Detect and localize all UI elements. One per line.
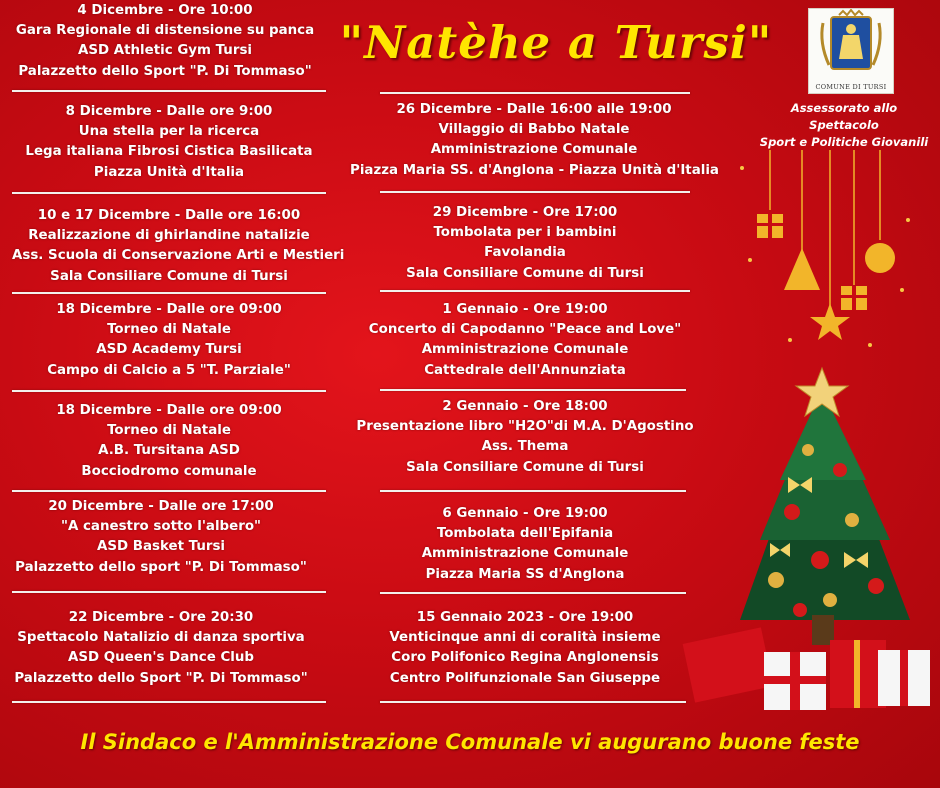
event-date: 1 Gennaio - Ore 19:00	[442, 302, 608, 317]
event-location: Campo di Calcio a 5 "T. Parziale"	[47, 362, 291, 378]
christmas-tree-icon	[740, 390, 910, 645]
event-date: 29 Dicembre - Ore 17:00	[432, 205, 618, 220]
divider	[380, 701, 686, 703]
christmas-decoration	[680, 140, 936, 720]
event-location: Sala Consiliare Comune di Tursi	[406, 265, 644, 281]
event-organizer: Amministrazione Comunale	[421, 546, 629, 562]
event-location: Cattedrale dell'Annunziata	[424, 362, 626, 378]
department-line-2: Sport e Politiche Giovanili	[759, 135, 929, 149]
page-title: "Natèhe a Tursi"	[339, 16, 773, 69]
event-left-2	[12, 102, 326, 183]
event-left-4	[12, 300, 326, 381]
divider	[12, 591, 326, 593]
event-title: Realizzazione di ghirlandine natalizie	[28, 228, 310, 244]
event-location: Palazzetto dello sport "P. Di Tommaso"	[15, 559, 307, 575]
event-title: Spettacolo Natalizio di danza sportiva	[17, 630, 305, 646]
event-title: Concerto di Capodanno "Peace and Love"	[368, 322, 682, 338]
divider	[12, 490, 326, 492]
event-title: "A canestro sotto l'albero"	[60, 519, 262, 535]
event-organizer: ASD Basket Tursi	[96, 539, 226, 555]
event-date: 6 Gennaio - Ore 19:00	[442, 506, 608, 521]
coat-of-arms-icon	[809, 9, 893, 83]
event-left-6	[4, 497, 318, 578]
divider	[12, 390, 326, 392]
event-title: Tombolata per i bambini	[433, 225, 617, 241]
event-date: 22 Dicembre - Ore 20:30	[68, 610, 254, 625]
event-title: Villaggio di Babbo Natale	[438, 122, 630, 138]
event-date: 26 Dicembre - Dalle 16:00 alle 19:00	[396, 102, 672, 117]
event-date: 4 Dicembre - Ore 10:00	[77, 3, 253, 18]
divider	[380, 592, 686, 594]
event-organizer: Amministrazione Comunale	[430, 142, 638, 158]
event-location: Bocciodromo comunale	[81, 463, 257, 479]
event-date: 2 Gennaio - Ore 18:00	[442, 399, 608, 414]
event-title: Presentazione libro "H2O"di M.A. D'Agostino	[356, 419, 694, 435]
logo-caption: COMUNE DI TURSI	[815, 83, 887, 91]
event-location: Palazzetto dello Sport "P. Di Tommaso"	[14, 670, 308, 686]
event-organizer: Ass. Scuola di Conservazione Arti e Mestieri	[12, 248, 345, 264]
divider	[380, 290, 690, 292]
event-title: Torneo di Natale	[107, 322, 231, 338]
event-location: Palazzetto dello Sport "P. Di Tommaso"	[18, 63, 312, 79]
ball-ornament-icon	[865, 243, 895, 273]
event-right-1	[350, 100, 718, 181]
gift-ornament-icon	[841, 286, 867, 310]
event-location: Centro Polifunzionale San Giuseppe	[389, 670, 661, 686]
event-left-7	[4, 608, 318, 689]
event-organizer: Lega italiana Fibrosi Cistica Basilicata	[25, 144, 313, 160]
event-location: Sala Consiliare Comune di Tursi	[50, 268, 288, 284]
event-location: Sala Consiliare Comune di Tursi	[406, 459, 644, 475]
event-right-3	[360, 300, 690, 381]
event-organizer: A.B. Tursitana ASD	[98, 443, 240, 459]
event-organizer: ASD Academy Tursi	[96, 342, 242, 358]
gift-boxes-icon	[683, 627, 930, 710]
event-organizer: Ass. Thema	[481, 439, 569, 455]
divider	[12, 701, 326, 703]
event-date: 18 Dicembre - Dalle ore 09:00	[56, 302, 282, 317]
department-line-1: Assessorato allo Spettacolo	[790, 101, 898, 132]
divider	[380, 490, 686, 492]
event-right-2	[360, 203, 690, 284]
municipal-logo	[808, 8, 894, 94]
event-date: 18 Dicembre - Dalle ore 09:00	[56, 403, 282, 418]
gift-ornament-icon	[757, 214, 783, 238]
event-left-5	[12, 401, 326, 482]
event-left-1	[8, 1, 322, 82]
event-organizer: ASD Athletic Gym Tursi	[77, 43, 253, 59]
event-date: 15 Gennaio 2023 - Ore 19:00	[416, 610, 634, 625]
event-right-5	[360, 504, 690, 585]
divider	[12, 90, 326, 92]
event-date: 20 Dicembre - Dalle ore 17:00	[48, 499, 274, 514]
event-title: Gara Regionale di distensione su panca	[15, 23, 315, 39]
divider	[380, 92, 690, 94]
tree-ornament-icon	[784, 248, 820, 290]
event-location: Piazza Unità d'Italia	[93, 164, 245, 180]
event-title: Una stella per la ricerca	[78, 124, 260, 140]
event-right-4	[350, 397, 700, 478]
footer-greeting: Il Sindaco e l'Amministrazione Comunale vi augurano buone feste	[80, 730, 860, 754]
divider	[12, 192, 326, 194]
event-title: Tombolata dell'Epifania	[436, 526, 614, 542]
event-left-3	[12, 206, 345, 287]
divider	[12, 292, 326, 294]
event-location: Piazza Maria SS d'Anglona	[425, 566, 625, 582]
event-title: Torneo di Natale	[107, 423, 231, 439]
event-right-6	[360, 608, 690, 689]
event-organizer: Favolandia	[484, 245, 566, 261]
event-date: 8 Dicembre - Dalle ore 9:00	[65, 104, 273, 119]
event-date: 10 e 17 Dicembre - Dalle ore 16:00	[37, 208, 301, 223]
event-title: Venticinque anni di coralità insieme	[389, 630, 661, 646]
event-location: Piazza Maria SS. d'Anglona - Piazza Unità d'Italia	[350, 162, 719, 178]
ornament-strings-icon	[770, 150, 880, 305]
event-organizer: Coro Polifonico Regina Anglonensis	[391, 650, 659, 666]
event-organizer: ASD Queen's Dance Club	[67, 650, 255, 666]
event-organizer: Amministrazione Comunale	[421, 342, 629, 358]
divider	[380, 191, 690, 193]
divider	[380, 389, 686, 391]
